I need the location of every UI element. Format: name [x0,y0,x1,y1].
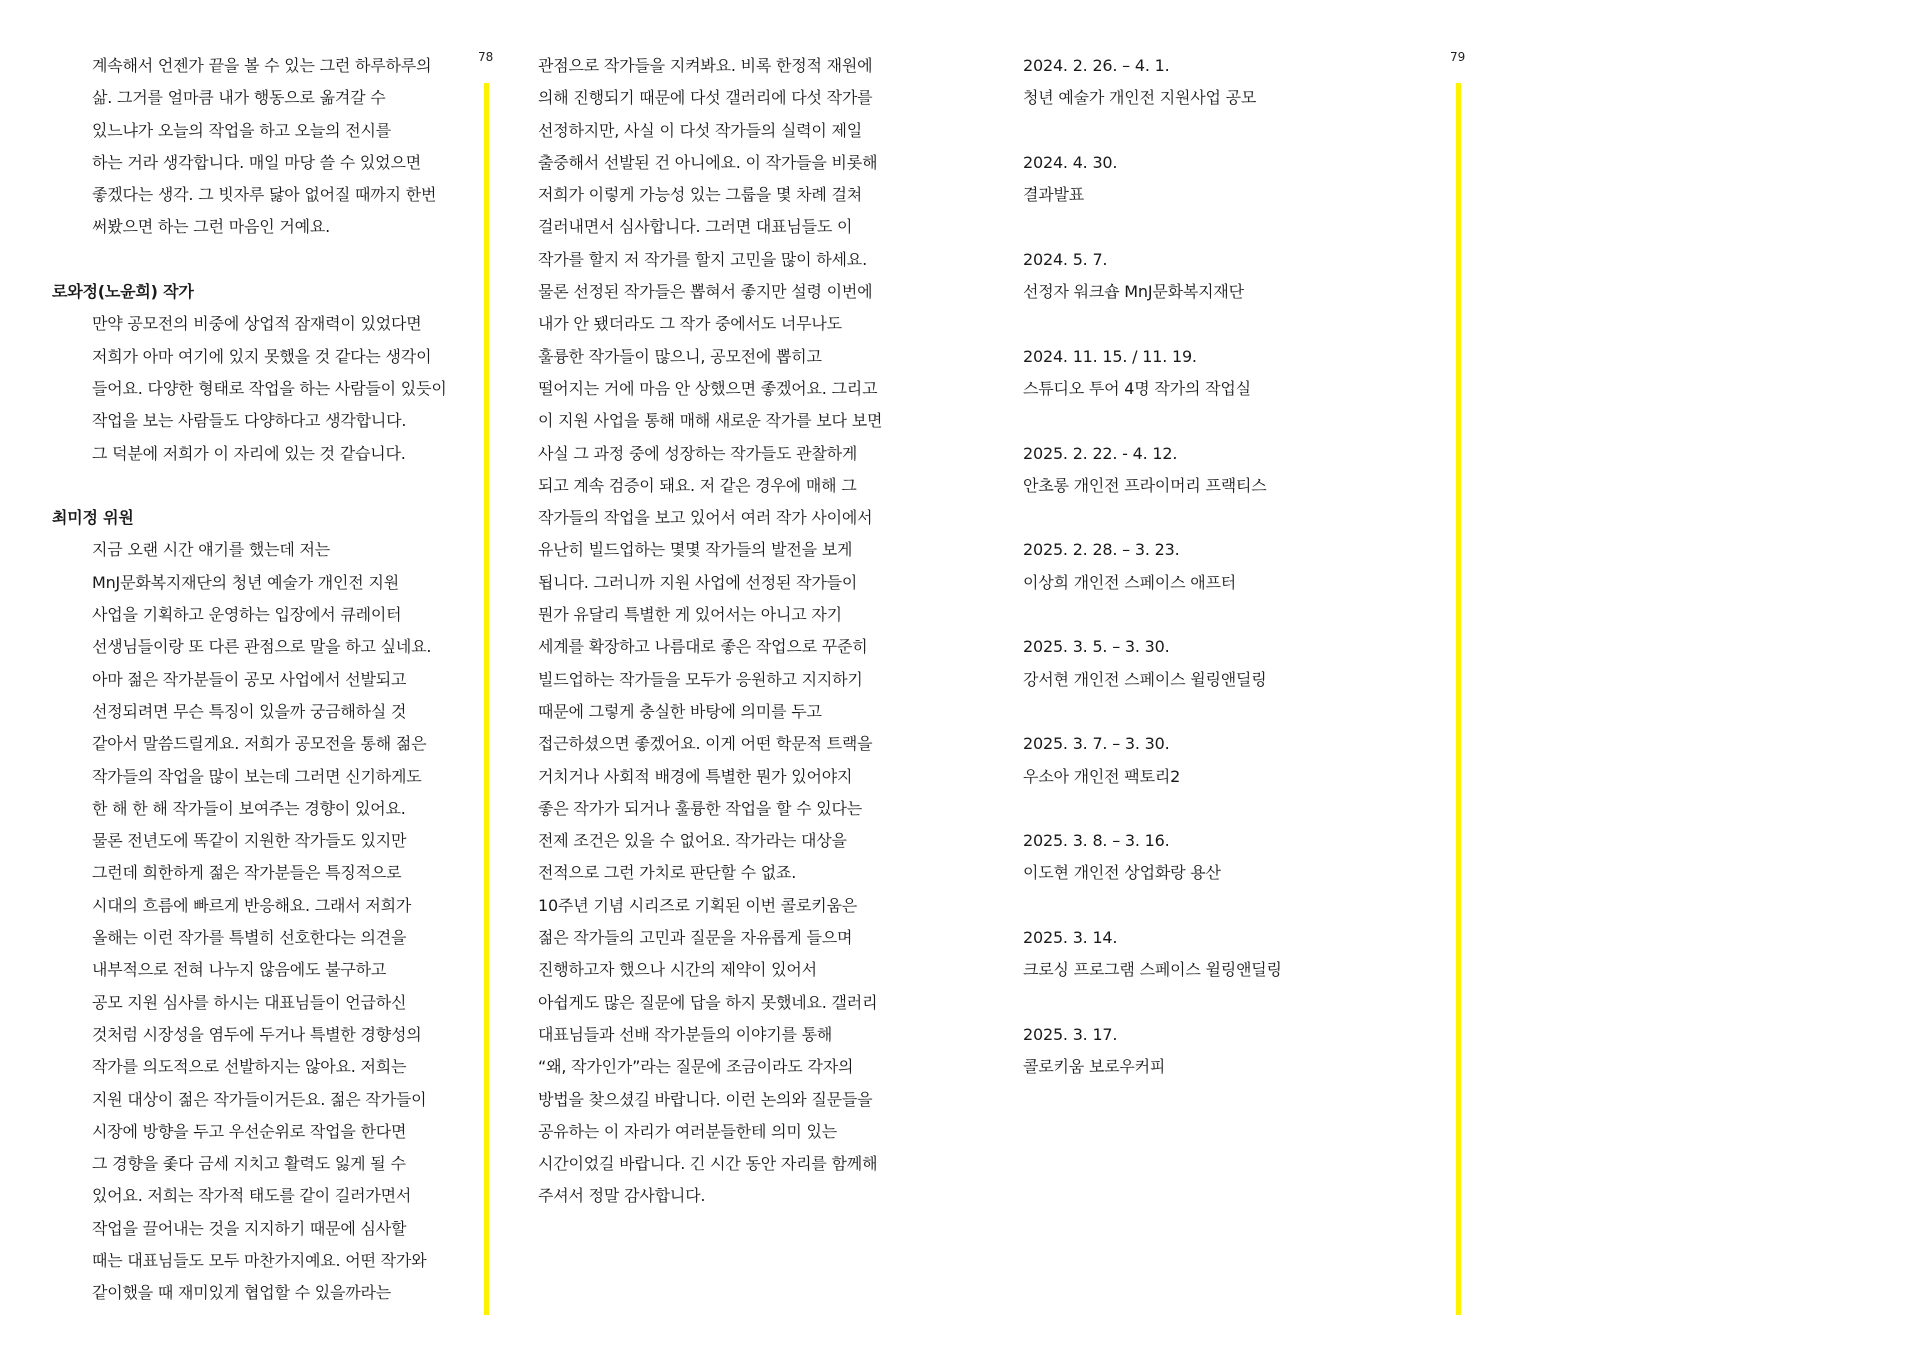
opening-paragraph [52,50,482,244]
text-line: 하는 거라 생각합니다. 매일 마당 쓸 수 있었으면 [92,152,421,172]
text-line: 물론 선정된 작가들은 뽑혀서 좋지만 설령 이번에 [538,282,873,302]
text-line: 작가를 할지 저 작가를 할지 고민을 많이 하세요. [538,249,867,269]
text-line: 아쉽게도 많은 질문에 답을 하지 못했네요. 갤러리 [538,992,878,1012]
text-line: 빌드업하는 작가들을 모두가 응원하고 지지하기 [538,669,863,689]
text-line: 전제 조건은 있을 수 없어요. 작가라는 대상을 [538,831,847,851]
text-line: 훌륭한 작가들이 많으니, 공모전에 뽑히고 [538,346,822,366]
speaker-paragraph [52,534,482,1309]
text-line: 관점으로 작가들을 지켜봐요. 비록 한정적 재원에 [538,56,873,75]
text-line: 시장에 방향을 두고 우선순위로 작업을 한다면 [92,1121,407,1141]
text-line: 사업을 기획하고 운영하는 입장에서 큐레이터 [92,605,402,625]
text-line: 출중해서 선발된 건 아니에요. 이 작가들을 비롯해 [538,152,878,172]
text-line: 방법을 찾으셨길 바랍니다. 이런 논의와 질문들을 [538,1089,873,1109]
text-line: 사실 그 과정 중에 성장하는 작가들도 관찰하게 [538,443,858,463]
schedule-item [1023,728,1423,793]
text-line: 선정하지만, 사실 이 다섯 작가들의 실력이 제일 [538,120,863,140]
text-line: 작가들의 작업을 보고 있어서 여러 작가 사이에서 [538,508,873,528]
left-column [52,50,482,1310]
text-line: 10주년 기념 시리즈로 기획된 이번 콜로키움은 [538,895,857,915]
text-line: 만약 공모전의 비중에 상업적 잠재력이 있었다면 [92,314,422,334]
text-line: 뭔가 유달리 특별한 게 있어서는 아니고 자기 [538,605,842,625]
text-line: 같이했을 때 재미있게 협업할 수 있을까라는 [92,1283,392,1303]
text-line: 거치거나 사회적 배경에 특별한 뭔가 있어야지 [538,766,853,786]
text-line: 시간이었길 바랍니다. 긴 시간 동안 자리를 함께해 [538,1154,878,1174]
text-line: 됩니다. 그러니까 지원 사업에 선정된 작가들이 [538,572,858,592]
speaker-heading: 로와정(노윤희) 작가 [52,282,194,302]
schedule-item [1023,922,1423,987]
text-line: 접근하셨으면 좋겠어요. 이게 어떤 학문적 트랙을 [538,734,873,754]
schedule-date: 2025. 3. 8. – 3. 16. [1023,831,1170,851]
yellow-rule-left [484,83,489,1315]
text-line: 세계를 확장하고 나름대로 좋은 작업으로 꾸준히 [538,637,868,657]
text-line: 전적으로 그런 가치로 판단할 수 없죠. [538,863,797,883]
schedule-list [1023,50,1423,1116]
schedule-date: 2025. 3. 17. [1023,1024,1118,1044]
text-line: 되고 계속 검증이 돼요. 저 같은 경우에 매해 그 [538,475,857,495]
text-line: 지원 대상이 젊은 작가들이거든요. 젊은 작가들이 [92,1089,427,1109]
text-line: 들어요. 다양한 형태로 작업을 하는 사람들이 있듯이 [92,378,447,398]
text-line: 좋겠다는 생각. 그 빗자루 닳아 없어질 때까지 한번 [92,185,437,205]
text-line: 작업을 보는 사람들도 다양하다고 생각합니다. [92,411,407,431]
text-line: 써봤으면 하는 그런 마음인 거예요. [92,217,331,237]
middle-column [538,50,938,1213]
text-line: 그런데 희한하게 젊은 작가분들은 특징적으로 [92,863,402,883]
text-line: 올해는 이런 작가를 특별히 선호한다는 의견을 [92,928,407,948]
text-line: 것처럼 시장성을 염두에 두거나 특별한 경향성의 [92,1024,422,1044]
text-line: 저희가 이렇게 가능성 있는 그룹을 몇 차례 걸쳐 [538,185,863,205]
text-line: 그 덕분에 저희가 이 자리에 있는 것 같습니다. [92,443,406,463]
text-line: 때는 대표님들도 모두 마찬가지예요. 어떤 작가와 [92,1250,427,1270]
speaker-heading: 최미정 위원 [52,508,134,528]
text-line: 공모 지원 심사를 하시는 대표님들이 언급하신 [92,992,407,1012]
schedule-description: 청년 예술가 개인전 지원사업 공모 [1023,88,1257,108]
text-line: 작가들의 작업을 많이 보는데 그러면 신기하게도 [92,766,422,786]
schedule-item [1023,631,1423,696]
schedule-date: 2024. 5. 7. [1023,249,1108,269]
text-line: 삶. 그거를 얼마큼 내가 행동으로 옮겨갈 수 [92,88,386,108]
schedule-item [1023,825,1423,890]
text-line: 떨어지는 거에 마음 안 상했으면 좋겠어요. 그리고 [538,378,878,398]
text-line: 같아서 말씀드릴게요. 저희가 공모전을 통해 젊은 [92,734,427,754]
schedule-description: 우소아 개인전 팩토리2 [1023,766,1181,786]
text-line: 의해 진행되기 때문에 다섯 갤러리에 다섯 작가를 [538,88,873,108]
text-line: 계속해서 언젠가 끝을 볼 수 있는 그런 하루하루의 [92,56,432,75]
schedule-item [1023,244,1423,309]
schedule-item [1023,50,1423,115]
text-line: 있느냐가 오늘의 작업을 하고 오늘의 전시를 [92,120,392,140]
text-line: 이 지원 사업을 통해 매해 새로운 작가를 보다 보면 [538,411,883,431]
speaker-paragraph [52,308,482,469]
schedule-item [1023,438,1423,503]
text-line: 내가 안 됐더라도 그 작가 중에서도 너무나도 [538,314,842,334]
schedule-date: 2024. 2. 26. – 4. 1. [1023,56,1170,75]
text-line: 선생님들이랑 또 다른 관점으로 말을 하고 싶네요. [92,637,432,657]
text-line: 한 해 한 해 작가들이 보여주는 경향이 있어요. [92,798,406,818]
text-line: 저희가 아마 여기에 있지 못했을 것 같다는 생각이 [92,346,432,366]
schedule-date: 2024. 4. 30. [1023,152,1118,172]
text-line: 물론 전년도에 똑같이 지원한 작가들도 있지만 [92,831,407,851]
page-number-left: 78 [478,50,494,64]
continued-paragraph [538,50,938,1213]
text-line: 때문에 그렇게 충실한 바탕에 의미를 두고 [538,701,822,721]
schedule-date: 2025. 2. 28. – 3. 23. [1023,540,1180,560]
text-line: 지금 오랜 시간 얘기를 했는데 저는 [92,540,331,560]
schedule-description: 크로싱 프로그램 스페이스 윌링앤딜링 [1023,960,1282,980]
page-number-right: 79 [1450,50,1466,64]
text-line: 걸러내면서 심사합니다. 그러면 대표님들도 이 [538,217,853,237]
schedule-description: 강서현 개인전 스페이스 윌링앤딜링 [1023,669,1267,689]
text-line: 유난히 빌드업하는 몇몇 작가들의 발전을 보게 [538,540,853,560]
schedule-description: 선정자 워크숍 MnJ문화복지재단 [1023,282,1244,302]
schedule-date: 2025. 3. 7. – 3. 30. [1023,734,1170,754]
text-line: 작가를 의도적으로 선발하지는 않아요. 저희는 [92,1057,407,1077]
text-line: 내부적으로 전혀 나누지 않음에도 불구하고 [92,960,387,980]
yellow-rule-right [1456,83,1461,1315]
schedule-date: 2025. 3. 14. [1023,928,1118,948]
schedule-item [1023,534,1423,599]
text-line: 있어요. 저희는 작가적 태도를 같이 길러가면서 [92,1186,412,1206]
text-line: 시대의 흐름에 빠르게 반응해요. 그래서 저희가 [92,895,412,915]
schedule-item [1023,147,1423,212]
schedule-item [1023,1019,1423,1084]
schedule-item [1023,341,1423,406]
schedule-date: 2025. 2. 22. - 4. 12. [1023,443,1178,463]
text-line: 젊은 작가들의 고민과 질문을 자유롭게 들으며 [538,928,853,948]
schedule-date: 2025. 3. 5. – 3. 30. [1023,637,1170,657]
schedule-description: 이도현 개인전 상업화랑 용산 [1023,863,1221,883]
text-line: 주셔서 정말 감사합니다. [538,1186,706,1206]
schedule-description: 이상희 개인전 스페이스 애프터 [1023,572,1236,592]
text-line: “왜, 작가인가”라는 질문에 조금이라도 각자의 [538,1057,854,1077]
text-line: 그 경향을 좇다 금세 지치고 활력도 잃게 될 수 [92,1154,406,1174]
text-line: 아마 젊은 작가분들이 공모 사업에서 선발되고 [92,669,407,689]
schedule-description: 콜로키움 보로우커피 [1023,1057,1166,1077]
text-line: 대표님들과 선배 작가분들의 이야기를 통해 [538,1024,833,1044]
text-line: 선정되려면 무슨 특징이 있을까 궁금해하실 것 [92,701,407,721]
text-line: 공유하는 이 자리가 여러분들한테 의미 있는 [538,1121,838,1141]
schedule-description: 결과발표 [1023,185,1085,205]
text-line: 좋은 작가가 되거나 훌륭한 작업을 할 수 있다는 [538,798,863,818]
schedule-description: 스튜디오 투어 4명 작가의 작업실 [1023,378,1251,398]
schedule-date: 2024. 11. 15. / 11. 19. [1023,346,1197,366]
text-line: 작업을 끌어내는 것을 지지하기 때문에 심사할 [92,1218,407,1238]
text-line: 진행하고자 했으나 시간의 제약이 있어서 [538,960,817,980]
schedule-description: 안초롱 개인전 프라이머리 프랙티스 [1023,475,1267,495]
text-line: MnJ문화복지재단의 청년 예술가 개인전 지원 [92,572,399,592]
